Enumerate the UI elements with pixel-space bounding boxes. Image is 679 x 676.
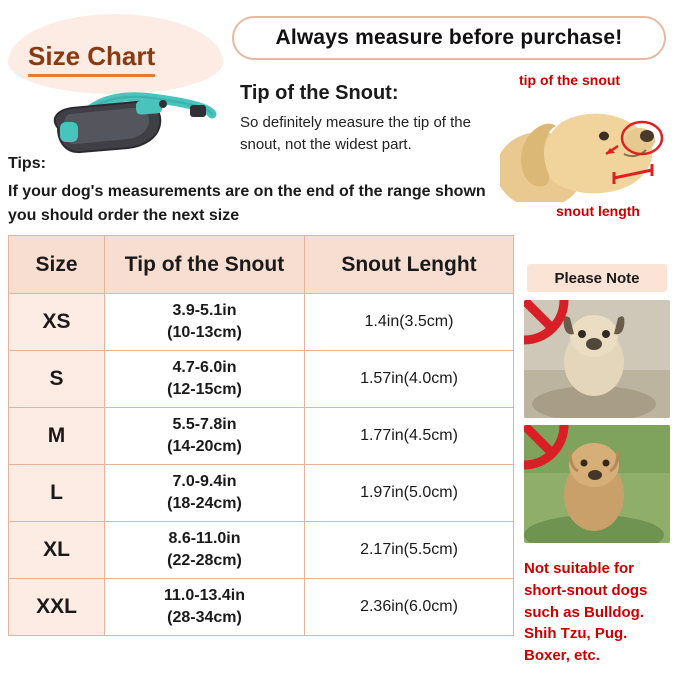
please-note-title: Please Note	[527, 264, 667, 292]
table-header-size: Size	[9, 236, 105, 294]
cell-tip	[105, 294, 305, 351]
table-header-row	[9, 236, 514, 294]
cell-size: M	[9, 408, 105, 465]
cell-length: 2.36in(6.0cm)	[305, 579, 514, 636]
cell-tip-line2: (12-15cm)	[167, 381, 242, 398]
cell-size: XL	[9, 522, 105, 579]
dog-tip-of-snout-label: tip of the snout	[519, 72, 621, 88]
measure-banner	[232, 16, 666, 60]
cell-tip-line1: 4.7-6.0in	[172, 359, 237, 377]
cell-tip-line2: (22-28cm)	[167, 552, 242, 569]
cell-length: 1.4in(3.5cm)	[305, 294, 514, 351]
cell-tip-line1: 7.0-9.4in	[172, 473, 237, 491]
cell-length: 1.97in(5.0cm)	[305, 465, 514, 522]
table-header-tip: Tip of the Snout	[105, 236, 305, 294]
table-row	[9, 351, 514, 408]
cell-tip-line1: 11.0-13.4in	[164, 587, 245, 605]
cell-tip-line2: (18-24cm)	[167, 495, 242, 512]
not-suitable-pug-photo	[524, 300, 670, 418]
cell-tip	[105, 579, 305, 636]
cell-tip	[105, 465, 305, 522]
cell-tip-line1: 8.6-11.0in	[168, 530, 241, 548]
table-row	[9, 579, 514, 636]
muzzle-product-illustration	[40, 88, 225, 168]
banner-text: Always measure before purchase!	[275, 26, 623, 49]
table-header-length: Snout Lenght	[305, 236, 514, 294]
snout-description: So definitely measure the tip of the snout, not the widest part.	[240, 114, 471, 153]
table-row	[9, 522, 514, 579]
cell-tip-line1: 3.9-5.1in	[172, 302, 237, 320]
cell-length: 2.17in(5.5cm)	[305, 522, 514, 579]
not-suitable-sharpei-photo	[524, 425, 670, 543]
cell-tip-line2: (14-20cm)	[167, 438, 242, 455]
dog-snout-length-label: snout length	[556, 203, 640, 219]
table-row	[9, 408, 514, 465]
page-title: Size Chart	[28, 42, 155, 77]
tips-label: Tips:	[8, 155, 46, 172]
cell-tip	[105, 351, 305, 408]
snout-heading: Tip of the Snout:	[240, 82, 399, 104]
cell-size: XS	[9, 294, 105, 351]
table-row	[9, 465, 514, 522]
cell-tip-line1: 5.5-7.8in	[172, 416, 237, 434]
dog-reference-photo	[500, 92, 672, 202]
cell-length: 1.57in(4.0cm)	[305, 351, 514, 408]
cell-tip-line2: (28-34cm)	[167, 609, 242, 626]
cell-tip	[105, 522, 305, 579]
not-suitable-warning-text: Not suitable for short-snout dogs such as Bulldog. Shih Tzu, Pug. Boxer, etc.	[524, 560, 648, 664]
size-table	[8, 235, 514, 636]
cell-tip	[105, 408, 305, 465]
cell-size: L	[9, 465, 105, 522]
cell-size: XXL	[9, 579, 105, 636]
cell-length: 1.77in(4.5cm)	[305, 408, 514, 465]
table-row	[9, 294, 514, 351]
cell-size: S	[9, 351, 105, 408]
cell-tip-line2: (10-13cm)	[167, 324, 242, 341]
tips-text: If your dog's measurements are on the end of the range shown you should order the next size	[8, 183, 486, 224]
